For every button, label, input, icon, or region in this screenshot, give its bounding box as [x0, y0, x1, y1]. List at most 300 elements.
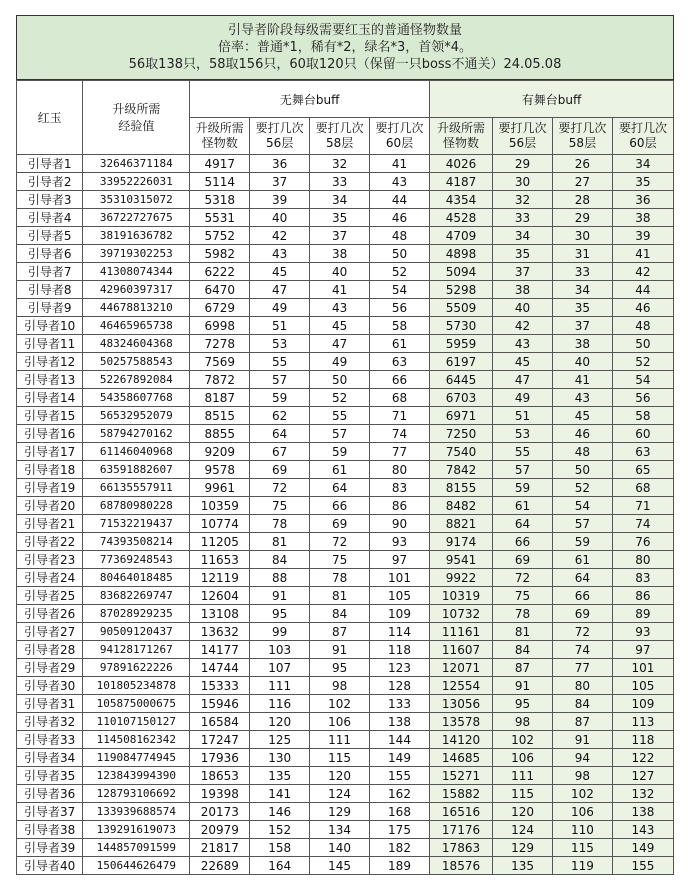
cell-value: 141 [250, 785, 310, 803]
cell-value: 5509 [429, 299, 492, 317]
cell-value: 146 [250, 803, 310, 821]
cell-name: 引导者31 [17, 695, 83, 713]
cell-exp: 87028929235 [83, 605, 190, 623]
table-row [17, 173, 674, 191]
title-line-1: 引导者阶段每级需要红玉的普通怪物数量 [227, 23, 462, 38]
cell-value: 118 [370, 641, 430, 659]
table-row [17, 389, 674, 407]
table-row [17, 515, 674, 533]
cell-value: 61 [310, 461, 370, 479]
cell-value: 5094 [429, 263, 492, 281]
cell-value: 61 [370, 335, 430, 353]
table-row [17, 785, 674, 803]
cell-value: 7872 [190, 371, 250, 389]
cell-name: 引导者14 [17, 389, 83, 407]
cell-value: 124 [310, 785, 370, 803]
cell-value: 80 [612, 551, 673, 569]
cell-value: 28 [552, 191, 612, 209]
cell-value: 57 [310, 425, 370, 443]
cell-value: 102 [493, 731, 553, 749]
cell-value: 72 [310, 533, 370, 551]
cell-value: 42 [612, 263, 673, 281]
cell-value: 140 [310, 839, 370, 857]
cell-value: 80 [370, 461, 430, 479]
cell-value: 63 [370, 353, 430, 371]
cell-value: 26 [552, 155, 612, 173]
cell-value: 6998 [190, 317, 250, 335]
cell-exp: 58794270162 [83, 425, 190, 443]
cell-value: 66 [310, 497, 370, 515]
cell-value: 62 [250, 407, 310, 425]
cell-exp: 90509120437 [83, 623, 190, 641]
cell-value: 43 [370, 173, 430, 191]
subheader-with-buff-floor-58: 要打几次 58层 [552, 118, 612, 155]
cell-value: 125 [250, 731, 310, 749]
table-row [17, 461, 674, 479]
table-row [17, 245, 674, 263]
cell-value: 11161 [429, 623, 492, 641]
subheader-no-buff-floor-60: 要打几次 60层 [370, 118, 430, 155]
cell-name: 引导者7 [17, 263, 83, 281]
cell-value: 64 [552, 569, 612, 587]
table-row [17, 335, 674, 353]
cell-value: 115 [493, 785, 553, 803]
cell-value: 41 [552, 371, 612, 389]
cell-value: 11607 [429, 641, 492, 659]
cell-exp: 133939688574 [83, 803, 190, 821]
cell-value: 143 [612, 821, 673, 839]
cell-exp: 42960397317 [83, 281, 190, 299]
cell-value: 15271 [429, 767, 492, 785]
table-row [17, 605, 674, 623]
cell-value: 46 [370, 209, 430, 227]
cell-value: 17863 [429, 839, 492, 857]
header-no-buff: 无舞台buff [190, 81, 430, 118]
subheader-no-buff-monsters: 升级所需 怪物数 [190, 118, 250, 155]
cell-value: 18576 [429, 857, 492, 875]
cell-value: 97 [612, 641, 673, 659]
cell-value: 134 [310, 821, 370, 839]
cell-exp: 54358607768 [83, 389, 190, 407]
cell-value: 64 [310, 479, 370, 497]
cell-exp: 114508162342 [83, 731, 190, 749]
cell-name: 引导者29 [17, 659, 83, 677]
cell-name: 引导者17 [17, 443, 83, 461]
cell-value: 75 [493, 587, 553, 605]
cell-value: 31 [552, 245, 612, 263]
cell-value: 5730 [429, 317, 492, 335]
cell-value: 10319 [429, 587, 492, 605]
title-line-3: 56取138只，58取156只，60取120只（保留一只boss不通关）24.05.08 [128, 57, 562, 72]
cell-value: 9961 [190, 479, 250, 497]
cell-value: 111 [310, 731, 370, 749]
cell-value: 4898 [429, 245, 492, 263]
cell-value: 84 [250, 551, 310, 569]
cell-name: 引导者12 [17, 353, 83, 371]
cell-value: 11205 [190, 533, 250, 551]
cell-value: 47 [250, 281, 310, 299]
cell-value: 64 [250, 425, 310, 443]
table-row [17, 857, 674, 875]
cell-value: 71 [370, 407, 430, 425]
cell-value: 37 [493, 263, 553, 281]
cell-value: 49 [310, 353, 370, 371]
cell-value: 37 [250, 173, 310, 191]
cell-value: 11653 [190, 551, 250, 569]
cell-value: 87 [493, 659, 553, 677]
cell-value: 8155 [429, 479, 492, 497]
cell-value: 118 [612, 731, 673, 749]
cell-value: 21817 [190, 839, 250, 857]
cell-value: 43 [310, 299, 370, 317]
cell-value: 13578 [429, 713, 492, 731]
cell-value: 4709 [429, 227, 492, 245]
cell-value: 138 [612, 803, 673, 821]
cell-value: 4026 [429, 155, 492, 173]
table-row [17, 209, 674, 227]
cell-value: 20979 [190, 821, 250, 839]
cell-value: 130 [250, 749, 310, 767]
cell-value: 35 [552, 299, 612, 317]
cell-exp: 66135557911 [83, 479, 190, 497]
cell-name: 引导者2 [17, 173, 83, 191]
cell-value: 35 [310, 209, 370, 227]
cell-value: 66 [370, 371, 430, 389]
cell-value: 75 [310, 551, 370, 569]
cell-value: 45 [250, 263, 310, 281]
cell-exp: 63591882607 [83, 461, 190, 479]
cell-exp: 50257588543 [83, 353, 190, 371]
cell-exp: 36722727675 [83, 209, 190, 227]
cell-value: 10774 [190, 515, 250, 533]
table-row [17, 299, 674, 317]
cell-value: 22689 [190, 857, 250, 875]
cell-value: 149 [612, 839, 673, 857]
cell-value: 9174 [429, 533, 492, 551]
cell-value: 110 [552, 821, 612, 839]
cell-name: 引导者32 [17, 713, 83, 731]
table-row [17, 479, 674, 497]
table-row [17, 731, 674, 749]
cell-value: 5982 [190, 245, 250, 263]
cell-value: 144 [370, 731, 430, 749]
cell-value: 4187 [429, 173, 492, 191]
cell-value: 58 [612, 407, 673, 425]
cell-value: 47 [493, 371, 553, 389]
cell-exp: 80464018485 [83, 569, 190, 587]
cell-value: 61 [493, 497, 553, 515]
cell-exp: 41308074344 [83, 263, 190, 281]
cell-value: 42 [250, 227, 310, 245]
cell-value: 5298 [429, 281, 492, 299]
cell-value: 7540 [429, 443, 492, 461]
cell-value: 91 [310, 641, 370, 659]
cell-value: 34 [493, 227, 553, 245]
cell-value: 98 [552, 767, 612, 785]
cell-value: 36 [612, 191, 673, 209]
cell-value: 95 [250, 605, 310, 623]
cell-value: 84 [552, 695, 612, 713]
cell-value: 109 [612, 695, 673, 713]
cell-exp: 56532952079 [83, 407, 190, 425]
cell-value: 145 [310, 857, 370, 875]
cell-value: 78 [493, 605, 553, 623]
cell-value: 90 [370, 515, 430, 533]
cell-name: 引导者39 [17, 839, 83, 857]
cell-value: 6729 [190, 299, 250, 317]
cell-value: 116 [250, 695, 310, 713]
cell-value: 87 [552, 713, 612, 731]
cell-value: 102 [310, 695, 370, 713]
cell-value: 120 [310, 767, 370, 785]
table-row [17, 839, 674, 857]
cell-exp: 101805234878 [83, 677, 190, 695]
cell-name: 引导者9 [17, 299, 83, 317]
cell-value: 4354 [429, 191, 492, 209]
cell-value: 8515 [190, 407, 250, 425]
cell-value: 17936 [190, 749, 250, 767]
table-row [17, 155, 674, 173]
cell-value: 54 [612, 371, 673, 389]
cell-value: 74 [370, 425, 430, 443]
cell-value: 66 [493, 533, 553, 551]
cell-exp: 38191636782 [83, 227, 190, 245]
cell-value: 10359 [190, 497, 250, 515]
cell-value: 36 [250, 155, 310, 173]
cell-value: 81 [310, 587, 370, 605]
cell-value: 78 [250, 515, 310, 533]
cell-value: 56 [370, 299, 430, 317]
cell-value: 29 [493, 155, 553, 173]
cell-value: 68 [612, 479, 673, 497]
cell-value: 91 [552, 731, 612, 749]
cell-exp: 74393508214 [83, 533, 190, 551]
cell-value: 6703 [429, 389, 492, 407]
cell-value: 106 [310, 713, 370, 731]
cell-value: 14685 [429, 749, 492, 767]
cell-name: 引导者34 [17, 749, 83, 767]
cell-value: 41 [370, 155, 430, 173]
cell-name: 引导者3 [17, 191, 83, 209]
cell-value: 8821 [429, 515, 492, 533]
cell-value: 89 [612, 605, 673, 623]
cell-value: 40 [250, 209, 310, 227]
cell-name: 引导者10 [17, 317, 83, 335]
table-row [17, 317, 674, 335]
cell-value: 38 [552, 335, 612, 353]
cell-value: 127 [612, 767, 673, 785]
cell-value: 14744 [190, 659, 250, 677]
cell-value: 109 [370, 605, 430, 623]
cell-value: 35 [612, 173, 673, 191]
data-table [16, 80, 674, 875]
cell-name: 引导者40 [17, 857, 83, 875]
table-row [17, 281, 674, 299]
cell-value: 49 [493, 389, 553, 407]
cell-value: 123 [370, 659, 430, 677]
cell-value: 5318 [190, 191, 250, 209]
cell-value: 189 [370, 857, 430, 875]
subheader-with-buff-floor-56: 要打几次 56层 [493, 118, 553, 155]
cell-value: 52 [552, 479, 612, 497]
cell-value: 101 [612, 659, 673, 677]
cell-value: 33 [552, 263, 612, 281]
cell-exp: 139291619073 [83, 821, 190, 839]
cell-value: 8855 [190, 425, 250, 443]
cell-value: 48 [552, 443, 612, 461]
cell-value: 94 [552, 749, 612, 767]
cell-value: 38 [310, 245, 370, 263]
cell-value: 149 [370, 749, 430, 767]
cell-value: 39 [612, 227, 673, 245]
cell-value: 34 [552, 281, 612, 299]
cell-value: 128 [370, 677, 430, 695]
table-row [17, 677, 674, 695]
cell-value: 55 [493, 443, 553, 461]
cell-value: 5959 [429, 335, 492, 353]
cell-value: 13108 [190, 605, 250, 623]
cell-value: 155 [612, 857, 673, 875]
cell-exp: 33952226031 [83, 173, 190, 191]
cell-exp: 105875000675 [83, 695, 190, 713]
cell-exp: 71532219437 [83, 515, 190, 533]
cell-value: 7278 [190, 335, 250, 353]
cell-value: 59 [493, 479, 553, 497]
cell-exp: 94128171267 [83, 641, 190, 659]
cell-value: 105 [370, 587, 430, 605]
cell-value: 43 [552, 389, 612, 407]
cell-value: 83 [612, 569, 673, 587]
cell-value: 13632 [190, 623, 250, 641]
cell-value: 55 [310, 407, 370, 425]
title-line-2: 倍率：普通*1，稀有*2，绿名*3，首领*4。 [217, 40, 473, 55]
cell-value: 132 [612, 785, 673, 803]
cell-value: 91 [250, 587, 310, 605]
cell-value: 52 [370, 263, 430, 281]
table-row [17, 659, 674, 677]
cell-value: 61 [552, 551, 612, 569]
cell-value: 54 [552, 497, 612, 515]
cell-name: 引导者33 [17, 731, 83, 749]
cell-value: 8482 [429, 497, 492, 515]
cell-value: 45 [310, 317, 370, 335]
cell-value: 76 [612, 533, 673, 551]
cell-value: 45 [493, 353, 553, 371]
cell-name: 引导者37 [17, 803, 83, 821]
cell-name: 引导者23 [17, 551, 83, 569]
cell-value: 40 [493, 299, 553, 317]
cell-value: 38 [612, 209, 673, 227]
cell-value: 119 [552, 857, 612, 875]
cell-value: 53 [250, 335, 310, 353]
cell-value: 93 [370, 533, 430, 551]
cell-value: 17247 [190, 731, 250, 749]
cell-value: 111 [250, 677, 310, 695]
cell-name: 引导者21 [17, 515, 83, 533]
cell-value: 84 [310, 605, 370, 623]
cell-value: 98 [310, 677, 370, 695]
cell-value: 15882 [429, 785, 492, 803]
cell-value: 69 [310, 515, 370, 533]
subheader-with-buff-floor-60: 要打几次 60层 [612, 118, 673, 155]
table-row [17, 497, 674, 515]
cell-value: 138 [370, 713, 430, 731]
cell-value: 49 [250, 299, 310, 317]
cell-value: 16584 [190, 713, 250, 731]
cell-value: 111 [493, 767, 553, 785]
cell-value: 86 [370, 497, 430, 515]
header-name: 红玉 [17, 81, 83, 155]
cell-exp: 119084774945 [83, 749, 190, 767]
cell-value: 58 [370, 317, 430, 335]
cell-value: 74 [612, 515, 673, 533]
cell-name: 引导者24 [17, 569, 83, 587]
cell-value: 48 [612, 317, 673, 335]
cell-value: 34 [612, 155, 673, 173]
cell-value: 72 [250, 479, 310, 497]
cell-value: 124 [493, 821, 553, 839]
cell-value: 55 [250, 353, 310, 371]
cell-value: 9541 [429, 551, 492, 569]
table-row [17, 425, 674, 443]
cell-value: 6197 [429, 353, 492, 371]
cell-value: 65 [612, 461, 673, 479]
cell-value: 91 [493, 677, 553, 695]
cell-name: 引导者18 [17, 461, 83, 479]
cell-value: 46 [612, 299, 673, 317]
cell-value: 32 [493, 191, 553, 209]
cell-value: 6445 [429, 371, 492, 389]
cell-value: 99 [250, 623, 310, 641]
cell-value: 20173 [190, 803, 250, 821]
header-exp-label: 升级所需 经验值 [112, 101, 161, 133]
cell-value: 75 [250, 497, 310, 515]
cell-value: 135 [250, 767, 310, 785]
cell-value: 56 [612, 389, 673, 407]
table-row [17, 533, 674, 551]
cell-value: 74 [552, 641, 612, 659]
cell-value: 129 [310, 803, 370, 821]
cell-name: 引导者22 [17, 533, 83, 551]
subheader-no-buff-floor-58: 要打几次 58层 [310, 118, 370, 155]
cell-exp: 128793106692 [83, 785, 190, 803]
cell-value: 93 [612, 623, 673, 641]
cell-value: 53 [493, 425, 553, 443]
cell-value: 106 [493, 749, 553, 767]
table-row [17, 713, 674, 731]
cell-value: 44 [370, 191, 430, 209]
cell-name: 引导者16 [17, 425, 83, 443]
cell-value: 57 [250, 371, 310, 389]
cell-value: 168 [370, 803, 430, 821]
cell-value: 69 [493, 551, 553, 569]
cell-value: 69 [552, 605, 612, 623]
cell-value: 43 [493, 335, 553, 353]
cell-name: 引导者19 [17, 479, 83, 497]
cell-exp: 46465965738 [83, 317, 190, 335]
cell-value: 8187 [190, 389, 250, 407]
cell-value: 63 [612, 443, 673, 461]
cell-name: 引导者26 [17, 605, 83, 623]
cell-value: 98 [493, 713, 553, 731]
cell-value: 41 [310, 281, 370, 299]
cell-value: 19398 [190, 785, 250, 803]
header-exp [83, 81, 190, 155]
cell-value: 17176 [429, 821, 492, 839]
cell-name: 引导者30 [17, 677, 83, 695]
cell-value: 80 [552, 677, 612, 695]
cell-value: 15946 [190, 695, 250, 713]
